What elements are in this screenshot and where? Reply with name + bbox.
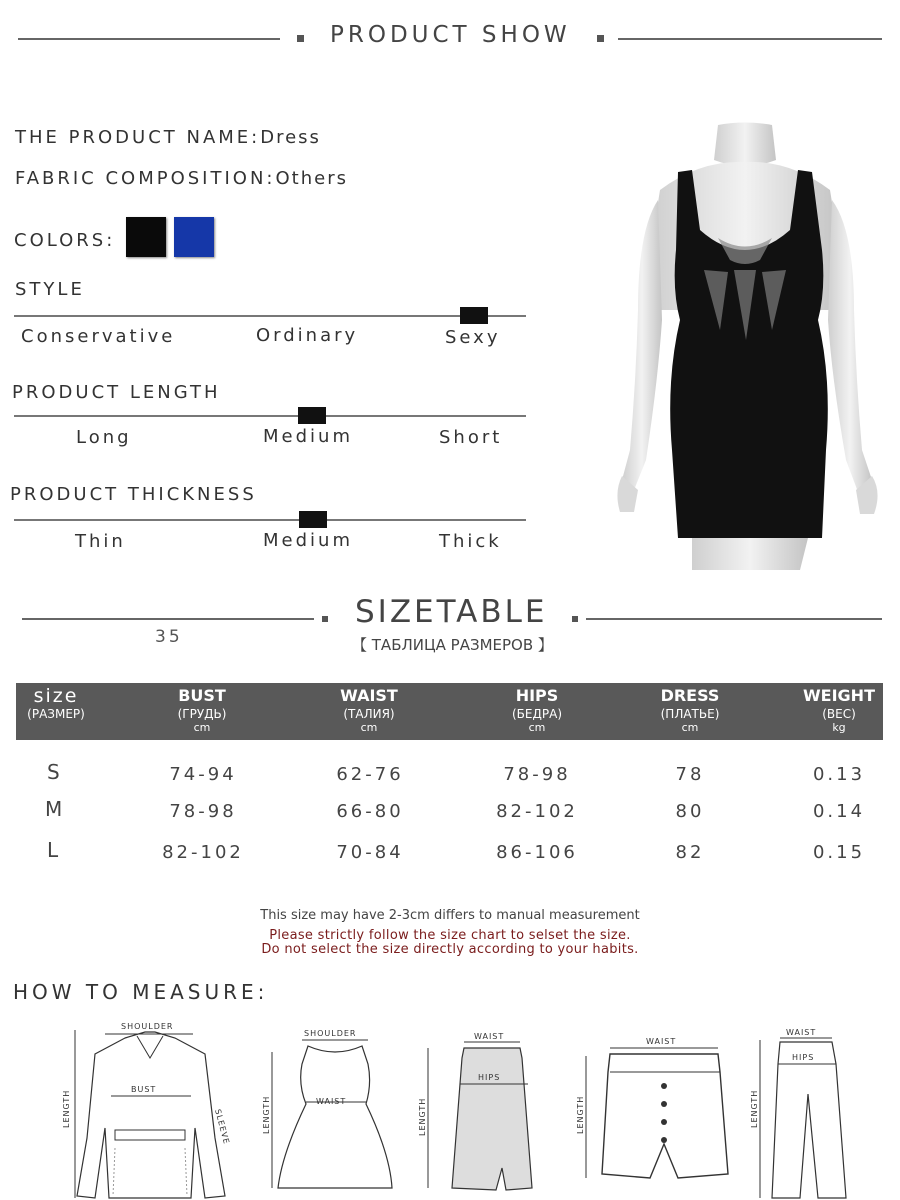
header-line-left	[18, 38, 280, 40]
col-bust-sub: (ГРУДЬ)	[177, 707, 227, 721]
sizetable-subtitle: 【 ТАБЛИЦА РАЗМЕРОВ 】	[352, 636, 553, 654]
sizetable-line-right	[586, 618, 882, 620]
header-dot-right	[597, 35, 604, 42]
thickness-option-medium: Medium	[263, 530, 353, 551]
thickness-option-thin: Thin	[75, 531, 126, 552]
pants-waist-label: WAIST	[786, 1028, 817, 1037]
length-scale-line	[14, 415, 526, 417]
skirt-length-label: LENGTH	[418, 1097, 427, 1136]
dress-shoulder-label: SHOULDER	[304, 1029, 357, 1038]
thickness-marker	[299, 511, 327, 528]
col-weight-unit: kg	[832, 721, 846, 734]
col-weight	[769, 683, 900, 735]
style-marker	[460, 307, 488, 324]
row-weight: 0.15	[812, 842, 866, 863]
length-marker	[298, 407, 326, 424]
row-hips: 78-98	[503, 764, 571, 785]
col-size-label: size	[33, 685, 79, 707]
pants-measure-diagram	[750, 1024, 860, 1200]
skirt-hips-label: HIPS	[478, 1073, 501, 1082]
thickness-scale-line	[14, 519, 526, 521]
fabric-value: Others	[275, 168, 348, 189]
row-waist: 66-80	[336, 801, 404, 822]
dress-measure-diagram	[260, 1024, 400, 1200]
row-dress: 78	[675, 764, 705, 785]
row-weight: 0.13	[812, 764, 866, 785]
col-dress	[620, 683, 760, 735]
col-bust-label: BUST	[178, 686, 226, 705]
dress-length-label: LENGTH	[262, 1095, 271, 1134]
col-hips-unit: cm	[528, 721, 546, 734]
color-swatch-black[interactable]	[126, 217, 166, 257]
row-hips: 82-102	[496, 801, 578, 822]
shorts-length-label: LENGTH	[576, 1095, 585, 1134]
sizetable-dot-right	[572, 616, 578, 622]
jacket-shoulder-label: SHOULDER	[121, 1022, 174, 1031]
length-option-long: Long	[76, 427, 132, 448]
row-dress: 80	[675, 801, 705, 822]
col-hips	[467, 683, 607, 735]
col-dress-unit: cm	[681, 721, 699, 734]
header-dot-left	[297, 35, 304, 42]
dress-waist-label: WAIST	[316, 1097, 347, 1106]
style-option-conservative: Conservative	[21, 326, 176, 347]
note-measurement: This size may have 2-3cm differs to manual measurement	[260, 908, 640, 923]
colors-label: COLORS:	[14, 230, 116, 251]
col-waist-unit: cm	[360, 721, 378, 734]
col-waist-label: WAIST	[340, 686, 398, 705]
col-waist	[299, 683, 439, 735]
col-bust-unit: cm	[193, 721, 211, 734]
pants-hips-label: HIPS	[792, 1053, 815, 1062]
row-size: S	[47, 760, 60, 784]
row-weight: 0.14	[812, 801, 866, 822]
fabric-composition	[15, 168, 348, 189]
header-line-right	[618, 38, 882, 40]
note-follow-chart: Please strictly follow the size chart to selset the size.	[269, 928, 631, 943]
skirt-waist-label: WAIST	[474, 1032, 505, 1041]
row-waist: 62-76	[336, 764, 404, 785]
style-scale-line	[14, 315, 526, 317]
page-title: PRODUCT SHOW	[330, 22, 571, 48]
jacket-measure-diagram	[55, 1018, 245, 1200]
style-option-ordinary: Ordinary	[256, 325, 359, 346]
thickness-option-thick: Thick	[439, 531, 502, 552]
row-size: M	[45, 797, 63, 821]
shorts-waist-label: WAIST	[646, 1037, 677, 1046]
row-bust: 78-98	[169, 801, 237, 822]
product-name-label: THE PRODUCT NAME:	[15, 127, 261, 148]
skirt-measure-diagram	[410, 1028, 540, 1200]
col-hips-label: HIPS	[515, 686, 559, 705]
row-dress: 82	[675, 842, 705, 863]
col-dress-label: DRESS	[660, 686, 720, 705]
row-waist: 70-84	[336, 842, 404, 863]
thickness-title: PRODUCT THICKNESS	[10, 484, 257, 505]
length-option-short: Short	[439, 427, 503, 448]
length-title: PRODUCT LENGTH	[12, 382, 221, 403]
style-option-sexy: Sexy	[445, 327, 501, 348]
row-size: L	[47, 838, 59, 862]
jacket-length-label: LENGTH	[62, 1089, 71, 1128]
sizetable-line-left	[22, 618, 314, 620]
product-photo-mannequin	[600, 120, 890, 580]
style-title: STYLE	[15, 279, 85, 300]
col-dress-sub: (ПЛАТЬЕ)	[660, 707, 720, 721]
how-to-measure-title: HOW TO MEASURE:	[13, 980, 269, 1004]
col-size	[16, 683, 96, 721]
sizetable-dot-left	[322, 616, 328, 622]
col-bust	[132, 683, 272, 735]
jacket-bust-label: BUST	[131, 1085, 157, 1094]
pants-length-label: LENGTH	[750, 1089, 759, 1128]
shorts-measure-diagram	[570, 1034, 740, 1192]
col-waist-sub: (ТАЛИЯ)	[343, 707, 395, 721]
row-hips: 86-106	[496, 842, 578, 863]
length-option-medium: Medium	[263, 426, 353, 447]
product-name	[15, 127, 321, 148]
stray-number: 35	[155, 627, 183, 647]
col-size-sub: (РАЗМЕР)	[27, 707, 85, 721]
color-swatch-blue[interactable]	[174, 217, 214, 257]
sizetable-title: SIZETABLE	[355, 594, 548, 630]
fabric-label: FABRIC COMPOSITION:	[15, 168, 276, 189]
size-table-header	[16, 683, 883, 740]
row-bust: 82-102	[162, 842, 244, 863]
product-name-value: Dress	[260, 127, 321, 148]
row-bust: 74-94	[169, 764, 237, 785]
col-hips-sub: (БЕДРА)	[512, 707, 562, 721]
jacket-sleeve-label: SLEEVE	[213, 1108, 232, 1146]
col-weight-label: WEIGHT	[803, 686, 875, 705]
note-habits: Do not select the size directly according to your habits.	[261, 942, 639, 957]
col-weight-sub: (ВЕС)	[822, 707, 856, 721]
